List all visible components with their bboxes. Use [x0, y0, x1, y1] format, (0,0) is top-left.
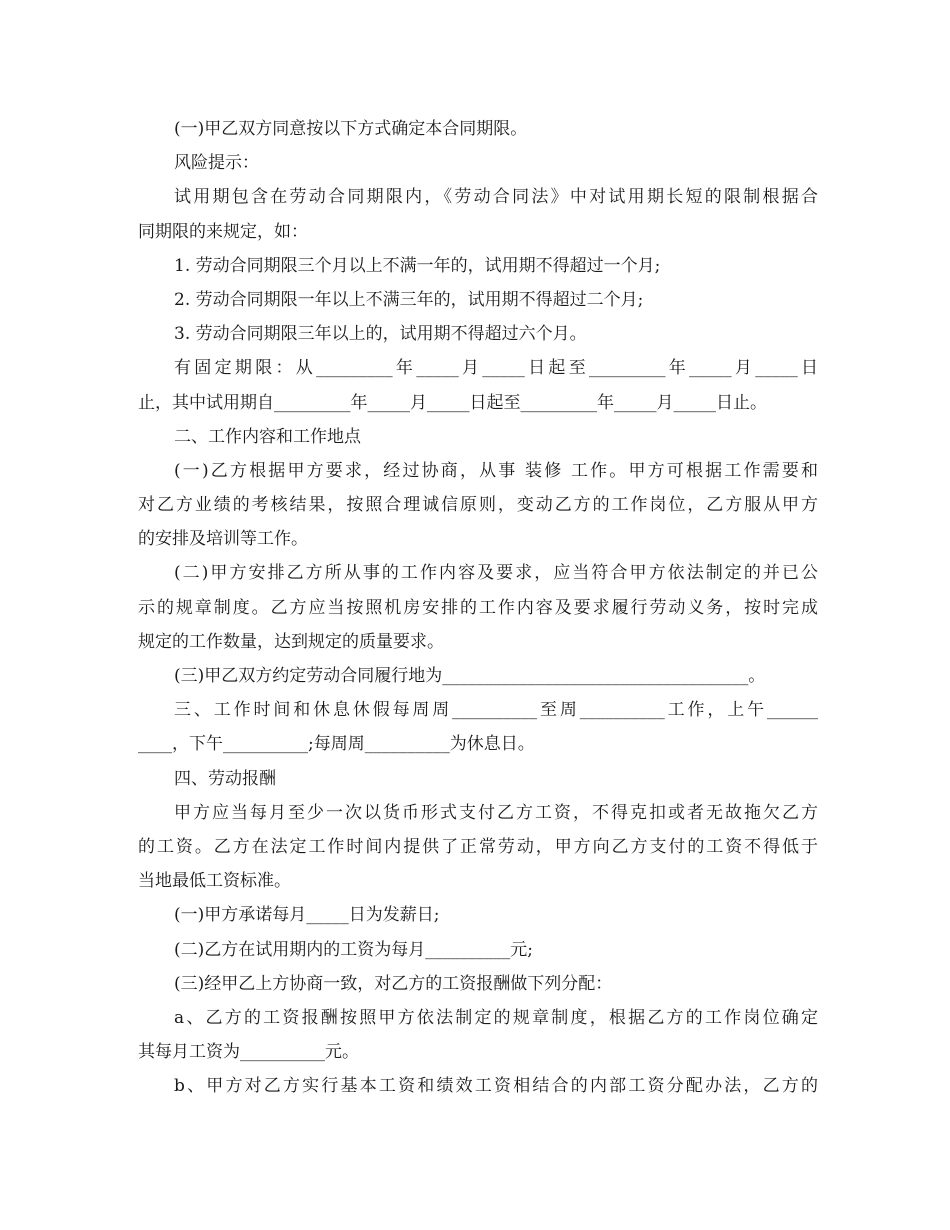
text-line: 的安排及培训等工作。	[138, 529, 308, 550]
text-line: 规定的工作数量，达到规定的质量要求。	[138, 631, 444, 652]
document-page	[138, 112, 818, 1103]
text-line: b、甲方对乙方实行基本工资和绩效工资相结合的内部工资分配办法，乙方的	[174, 1076, 818, 1097]
text-line: 甲方应当每月至少一次以货币形式支付乙方工资，不得克扣或者无故拖欠乙方	[174, 802, 818, 823]
text-line: 三、工作时间和休息休假每周周__________至周__________工作，上午______	[174, 700, 818, 721]
text-line: (二)甲方安排乙方所从事的工作内容及要求，应当符合甲方依法制定的并已公	[174, 563, 818, 584]
text-line: (一)乙方根据甲方要求，经过协商，从事 装修 工作。甲方可根据工作需要和	[174, 460, 818, 481]
text-line: 止，其中试用期自_________年_____月_____日起至_________年_____月_____日止。	[138, 392, 767, 413]
text-line: 风险提示：	[174, 153, 259, 174]
text-line: ____，下午__________;每周周__________为休息日。	[138, 734, 535, 755]
text-line: 试用期包含在劳动合同期限内，《劳动合同法》中对试用期长短的限制根据合	[174, 187, 818, 208]
text-line: 2. 劳动合同期限一年以上不满三年的，试用期不得超过二个月;	[174, 289, 644, 310]
text-line: (三)经甲乙上方协商一致，对乙方的工资报酬做下列分配：	[174, 973, 613, 994]
text-line: 有固定期限：从_________年_____月_____日起至_________年_____月_____日	[174, 358, 818, 379]
text-line: 3. 劳动合同期限三年以上的，试用期不得超过六个月。	[174, 324, 587, 345]
text-line: a、乙方的工资报酬按照甲方依法制定的规章制度，根据乙方的工作岗位确定	[174, 1007, 818, 1028]
text-line: (二)乙方在试用期内的工资为每月__________元;	[174, 939, 533, 960]
text-line: 的工资。乙方在法定工作时间内提供了正常劳动，甲方向乙方支付的工资不得低于	[138, 836, 818, 857]
text-line: 当地最低工资标准。	[138, 871, 291, 892]
text-line: (一)甲方承诺每月_____日为发薪日;	[174, 905, 440, 926]
text-line: (三)甲乙双方约定劳动合同履行地为____________________________________。	[174, 666, 766, 686]
text-line: 其每月工资为__________元。	[138, 1042, 359, 1063]
text-line: 二、工作内容和工作地点	[174, 426, 361, 447]
text-line: 示的规章制度。乙方应当按照机房安排的工作内容及要求履行劳动义务，按时完成	[138, 597, 818, 618]
text-line: 1. 劳动合同期限三个月以上不满一年的，试用期不得超过一个月;	[174, 255, 661, 276]
text-line: 四、劳动报酬	[174, 768, 276, 789]
text-line: 对乙方业绩的考核结果，按照合理诚信原则，变动乙方的工作岗位，乙方服从甲方	[138, 495, 818, 516]
text-line: (一)甲乙双方同意按以下方式确定本合同期限。	[174, 119, 528, 139]
text-line: 同期限的来规定，如：	[138, 221, 308, 242]
